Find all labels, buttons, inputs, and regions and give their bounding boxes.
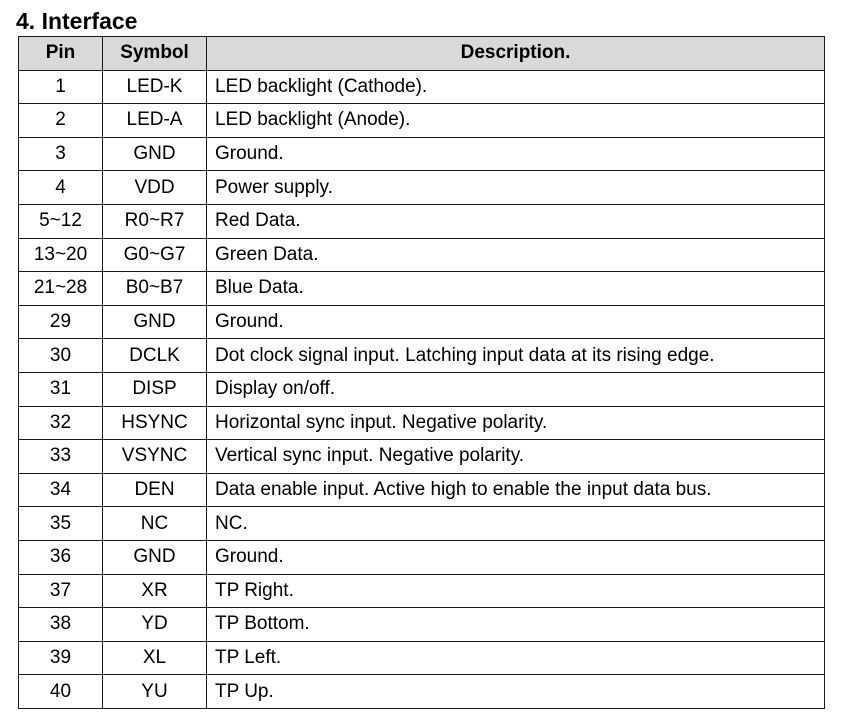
table-row (19, 641, 825, 675)
table-row (19, 675, 825, 709)
table-row (19, 372, 825, 406)
interface-table (18, 36, 825, 709)
description-cell: LED backlight (Cathode). (207, 70, 825, 104)
pin-cell: 35 (19, 507, 103, 541)
table-row (19, 473, 825, 507)
description-cell: Vertical sync input. Negative polarity. (207, 440, 825, 474)
description-cell: Ground. (207, 137, 825, 171)
table-header (19, 37, 825, 71)
table-row (19, 339, 825, 373)
table-row (19, 204, 825, 238)
table-row (19, 440, 825, 474)
description-cell: Ground. (207, 305, 825, 339)
pin-cell: 39 (19, 641, 103, 675)
table-row (19, 608, 825, 642)
description-cell: Horizontal sync input. Negative polarity. (207, 406, 825, 440)
pin-cell: 38 (19, 608, 103, 642)
description-cell: Dot clock signal input. Latching input data at its rising edge. (207, 339, 825, 373)
pin-cell: 29 (19, 305, 103, 339)
symbol-cell: R0~R7 (103, 204, 207, 238)
symbol-cell: GND (103, 305, 207, 339)
symbol-cell: DEN (103, 473, 207, 507)
pin-cell: 30 (19, 339, 103, 373)
description-cell: Blue Data. (207, 272, 825, 306)
symbol-cell: XR (103, 574, 207, 608)
description-cell: LED backlight (Anode). (207, 104, 825, 138)
table-row (19, 507, 825, 541)
pin-cell: 5~12 (19, 204, 103, 238)
table-row (19, 104, 825, 138)
symbol-cell: YU (103, 675, 207, 709)
section-heading: 4. Interface (16, 8, 138, 34)
table-row (19, 406, 825, 440)
symbol-cell: LED-K (103, 70, 207, 104)
description-cell: Ground. (207, 540, 825, 574)
pin-cell: 3 (19, 137, 103, 171)
symbol-cell: DISP (103, 372, 207, 406)
symbol-cell: GND (103, 540, 207, 574)
pin-cell: 37 (19, 574, 103, 608)
pin-cell: 36 (19, 540, 103, 574)
table-row (19, 540, 825, 574)
symbol-cell: B0~B7 (103, 272, 207, 306)
pin-cell: 4 (19, 171, 103, 205)
symbol-cell: G0~G7 (103, 238, 207, 272)
pin-cell: 31 (19, 372, 103, 406)
symbol-cell: HSYNC (103, 406, 207, 440)
table-body (19, 70, 825, 708)
description-cell: NC. (207, 507, 825, 541)
pin-cell: 33 (19, 440, 103, 474)
pin-cell: 34 (19, 473, 103, 507)
description-cell: Green Data. (207, 238, 825, 272)
table-row (19, 574, 825, 608)
header-description: Description. (207, 37, 825, 71)
symbol-cell: DCLK (103, 339, 207, 373)
table-row (19, 238, 825, 272)
description-cell: Data enable input. Active high to enable the input data bus. (207, 473, 825, 507)
symbol-cell: NC (103, 507, 207, 541)
description-cell: TP Bottom. (207, 608, 825, 642)
description-cell: TP Left. (207, 641, 825, 675)
symbol-cell: YD (103, 608, 207, 642)
table-row (19, 171, 825, 205)
symbol-cell: VSYNC (103, 440, 207, 474)
symbol-cell: GND (103, 137, 207, 171)
description-cell: TP Right. (207, 574, 825, 608)
symbol-cell: VDD (103, 171, 207, 205)
pin-cell: 40 (19, 675, 103, 709)
description-cell: Display on/off. (207, 372, 825, 406)
table-row (19, 272, 825, 306)
description-cell: TP Up. (207, 675, 825, 709)
table-row (19, 137, 825, 171)
header-pin: Pin (19, 37, 103, 71)
table-row (19, 305, 825, 339)
symbol-cell: XL (103, 641, 207, 675)
symbol-cell: LED-A (103, 104, 207, 138)
pin-cell: 1 (19, 70, 103, 104)
pin-cell: 2 (19, 104, 103, 138)
header-symbol: Symbol (103, 37, 207, 71)
pin-cell: 13~20 (19, 238, 103, 272)
table-row (19, 70, 825, 104)
pin-cell: 21~28 (19, 272, 103, 306)
pin-cell: 32 (19, 406, 103, 440)
description-cell: Red Data. (207, 204, 825, 238)
header-row (19, 37, 825, 71)
description-cell: Power supply. (207, 171, 825, 205)
